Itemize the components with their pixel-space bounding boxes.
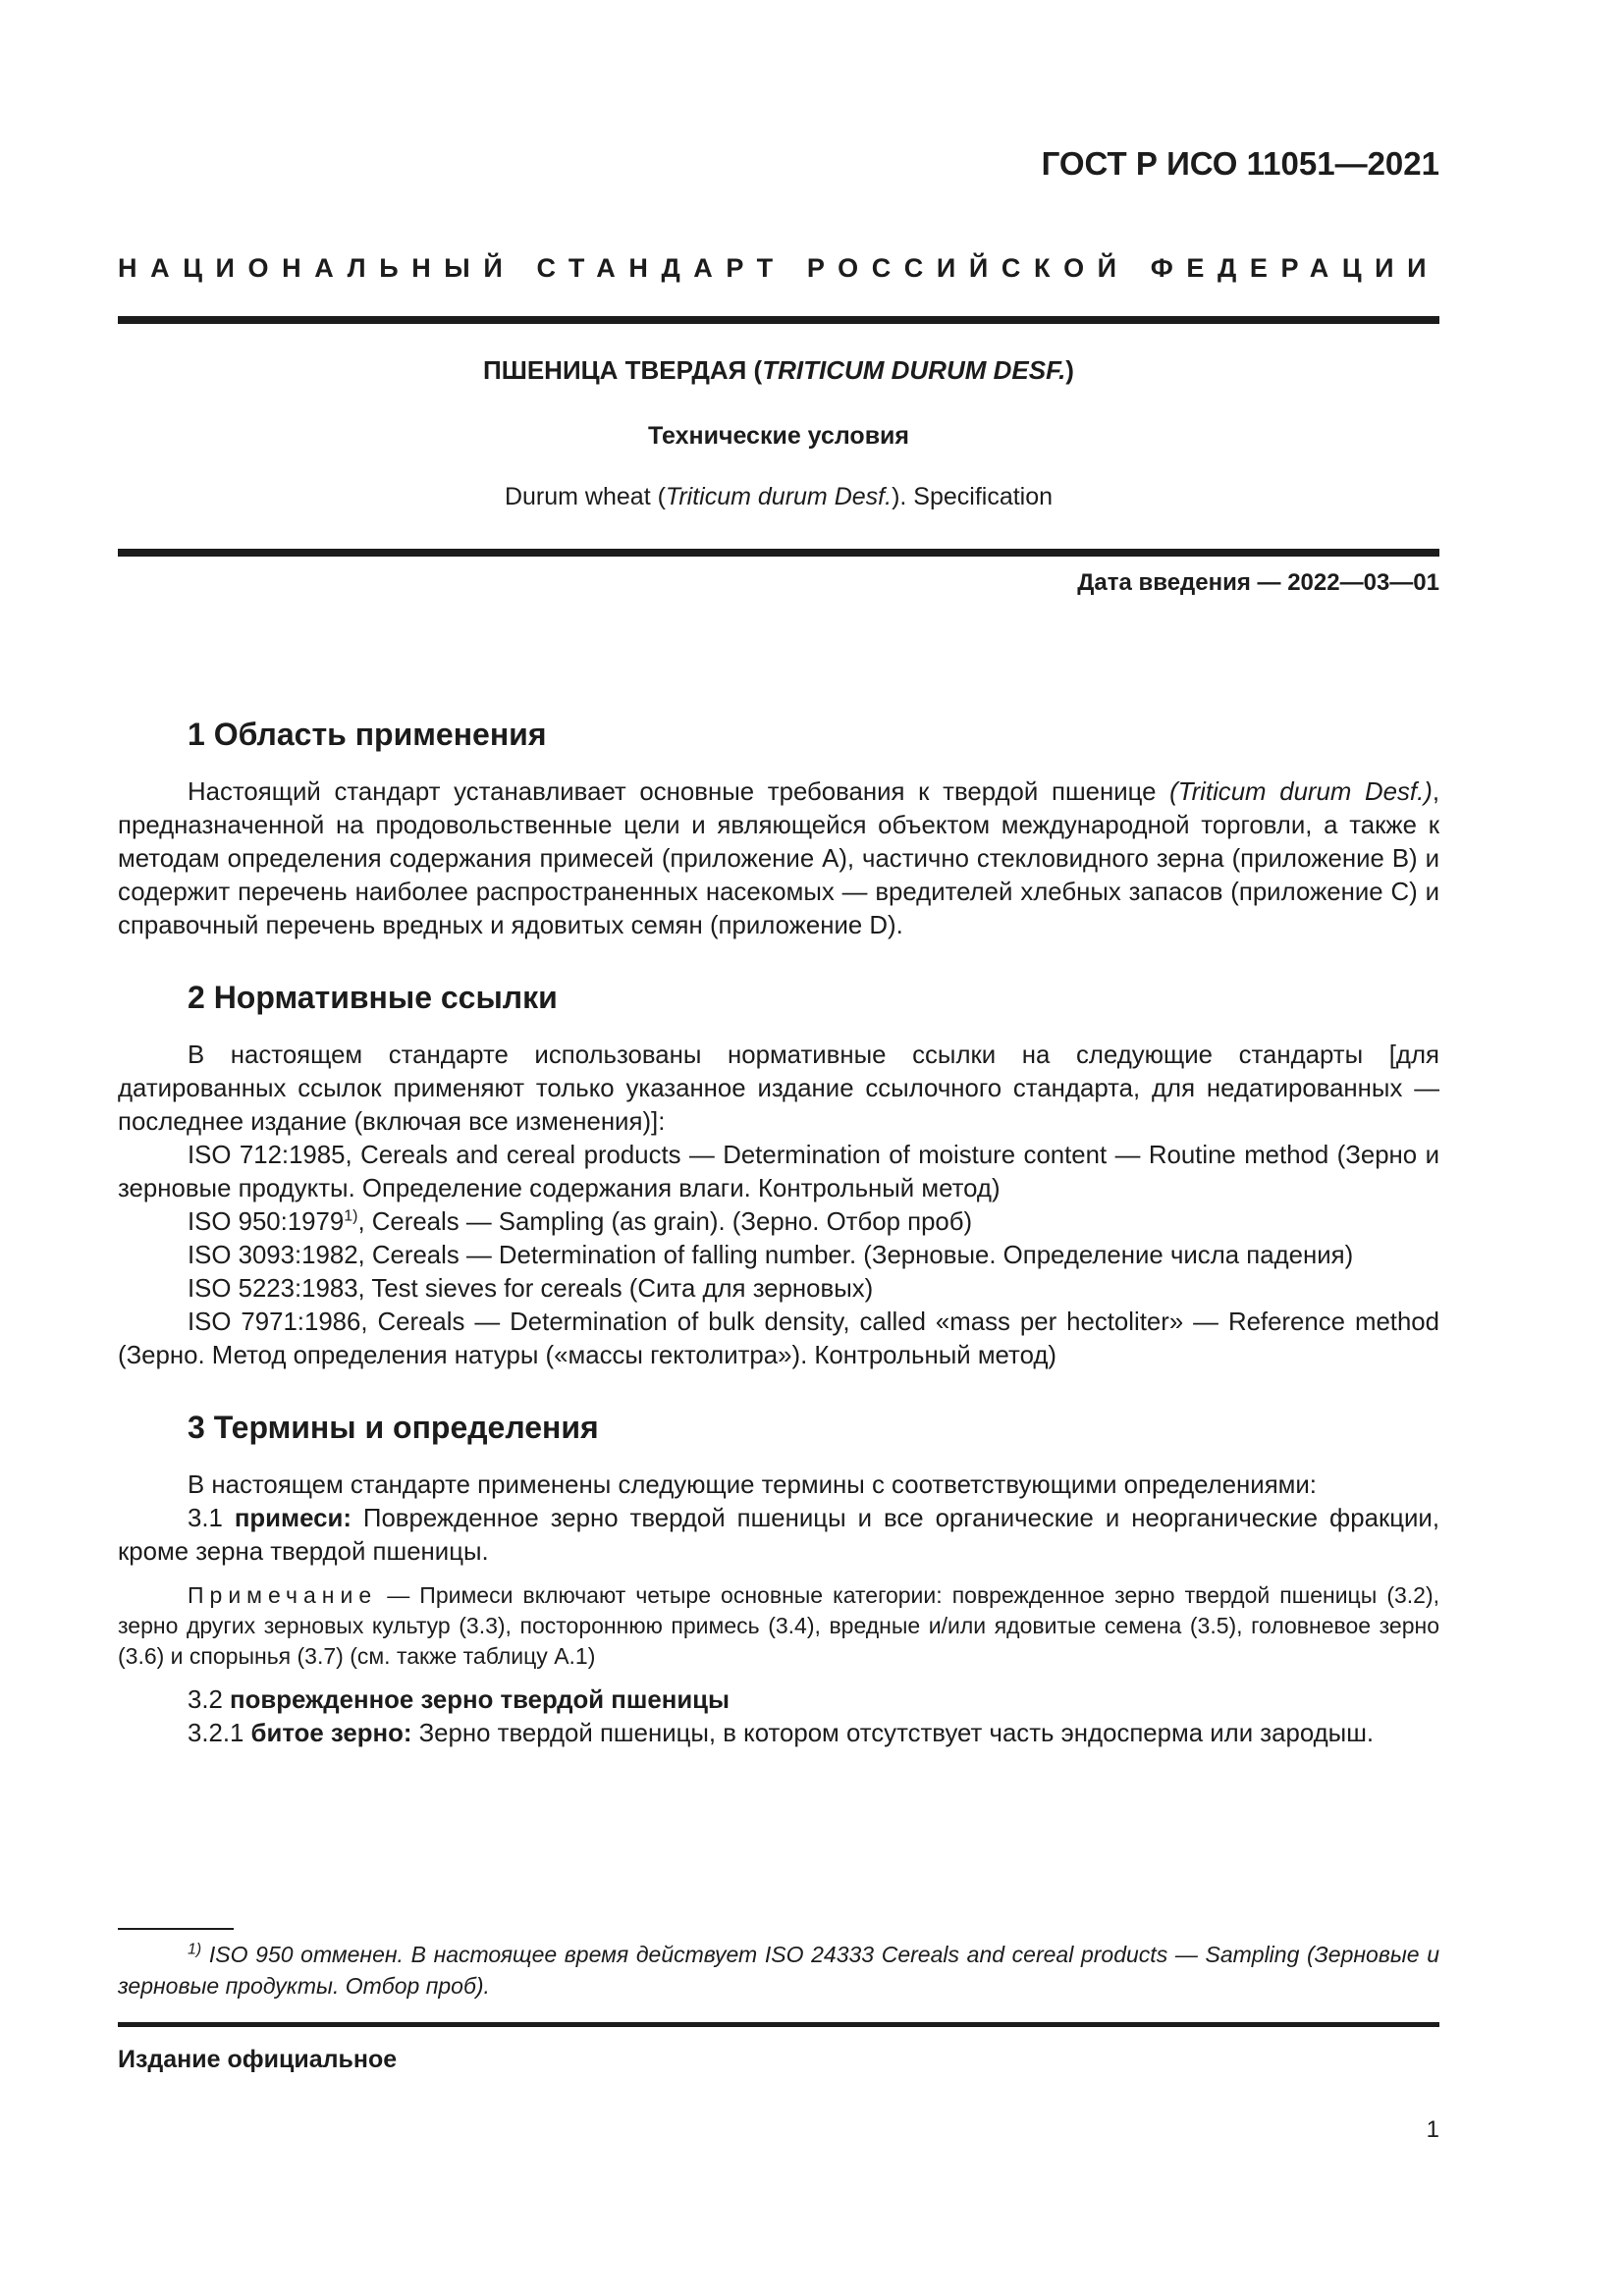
footnote: $^{1)}$ ISO 950 отменен. В настоящее время действует ISO 24333 Cereals and cereal products — Sampling (Зерновые и зерновые продукты. Отбор проб). bbox=[118, 1941, 1439, 1999]
section-heading: 3 Термины и определения bbox=[188, 1410, 599, 1445]
title-russian: ПШЕНИЦА ТВЕРДАЯ (TRITICUM DURUM DESF.) bbox=[483, 355, 1074, 385]
page-number: 1 bbox=[1426, 2116, 1439, 2143]
paragraph: В настоящем стандарте использованы нормативные ссылки на следующие стандарты [для датированных ссылок применяют только указанное издание ссылочного стандарта, для недатированных — последнее издание (включая все изменения)]: bbox=[118, 1041, 1439, 1136]
section-terms bbox=[118, 1408, 1439, 1750]
footnote-separator bbox=[118, 1928, 234, 1930]
section-scope bbox=[118, 715, 1439, 942]
term-definition: 3.2 поврежденное зерно твердой пшеницы bbox=[188, 1686, 731, 1714]
national-standard-heading: НАЦИОНАЛЬНЫЙ СТАНДАРТ РОССИЙСКОЙ ФЕДЕРАЦИИ bbox=[118, 253, 1440, 283]
section-heading: 2 Нормативные ссылки bbox=[188, 980, 558, 1015]
paragraph: Настоящий стандарт устанавливает основные требования к твердой пшенице (Triticum durum Desf.), предназначенной на продовольственные цели и являющейся объектом международной торговли, а также к методам определения содержания примесей (приложение А), частично стекловидного зерна (приложение В) и содержит перечень наиболее распространенных насекомых — вредителей хлебных запасов (приложение С) и справочный перечень вредных и ядовитых семян (приложение D). bbox=[118, 778, 1439, 939]
title-english: Durum wheat (Triticum durum Desf.). Specification bbox=[504, 483, 1054, 510]
term-definition: 3.1 примеси: Поврежденное зерно твердой пшеницы и все органические и неорганические фракции, кроме зерна твердой пшеницы. bbox=[118, 1505, 1440, 1566]
paragraph: В настоящем стандарте применены следующие термины с соответствующими определениями: bbox=[188, 1471, 1317, 1499]
section-heading: 1 Область применения bbox=[188, 717, 547, 752]
reference-item: ISO 7971:1986, Cereals — Determination of bulk density, called «mass per hectoliter» — Reference method (Зерно. Метод определения натуры («массы гектолитра»). Контрольный метод) bbox=[118, 1308, 1439, 1369]
reference-item: ISO 712:1985, Cereals and cereal products — Determination of moisture content — Routine method (Зерно и зерновые продукты. Определение содержания влаги. Контрольный метод) bbox=[118, 1142, 1439, 1202]
term-definition: 3.2.1 битое зерно: Зерно твердой пшеницы, в котором отсутствует часть эндосперма или зародыш. bbox=[188, 1720, 1375, 1747]
reference-item: ISO 3093:1982, Cereals — Determination of falling number. (Зерновые. Определение числа падения) bbox=[188, 1242, 1354, 1269]
doc-code: ГОСТ Р ИСО 11051—2021 bbox=[1041, 145, 1439, 182]
reference-item: ISO 950:1979$^{1)}$, Cereals — Sampling (as grain). (Зерно. Отбор проб) bbox=[188, 1207, 973, 1236]
top-rule bbox=[118, 316, 1439, 324]
section-normative-references bbox=[118, 978, 1439, 1372]
reference-item: ISO 5223:1983, Test sieves for cereals (Сита для зерновых) bbox=[188, 1275, 874, 1303]
subtitle: Технические условия bbox=[647, 422, 910, 450]
introduction-date: Дата введения — 2022—03—01 bbox=[1077, 569, 1439, 596]
note: Примечание — Примеси включают четыре основные категории: поврежденное зерно твердой пшеницы (3.2), зерно других зерновых культур (3.3), постороннюю примесь (3.4), вредные и/или ядовитые семена (3.5), головневое зерно (3.6) и спорынья (3.7) (см. также таблицу А.1) bbox=[118, 1582, 1439, 1669]
bottom-rule bbox=[118, 2022, 1439, 2027]
title-rule bbox=[118, 549, 1439, 557]
footnote-marker: 1) bbox=[344, 1207, 358, 1225]
official-edition-label: Издание официальное bbox=[118, 2046, 398, 2073]
main-content bbox=[118, 715, 1439, 1750]
